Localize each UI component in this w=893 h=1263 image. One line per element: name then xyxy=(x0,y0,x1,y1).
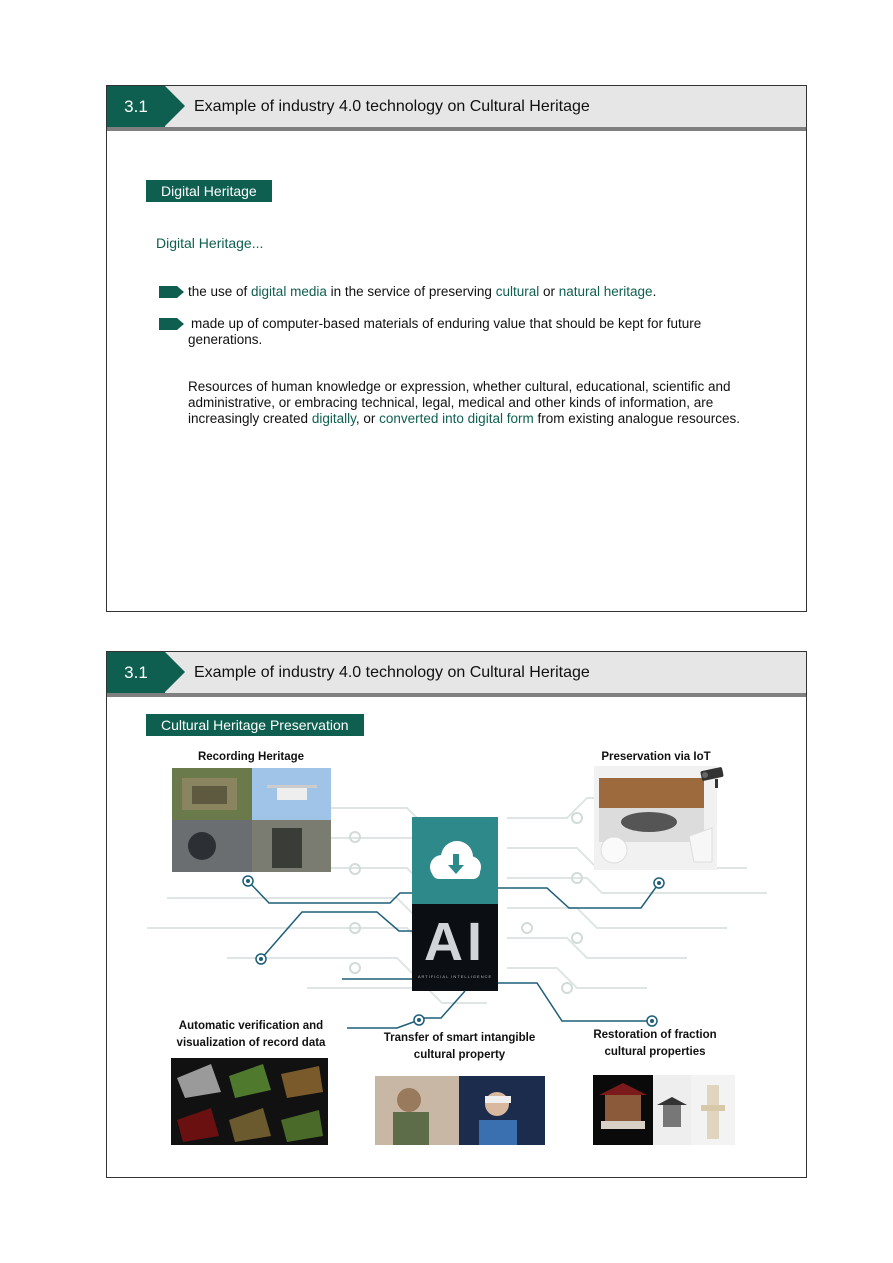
slide-title: Example of industry 4.0 technology on Cultural Heritage xyxy=(194,98,590,115)
caption-restoration-2: cultural properties xyxy=(604,1046,706,1058)
caption-transfer-2: cultural property xyxy=(413,1049,506,1061)
record-data-visualization xyxy=(171,1058,328,1145)
slide-title: Example of industry 4.0 technology on Cultural Heritage xyxy=(194,664,590,681)
para-line1: Resources of human knowledge or expression, whether cultural, educational, scientific and xyxy=(188,379,731,394)
bullet-2-line1: made up of computer-based materials of enduring value that should be kept for future xyxy=(191,316,702,331)
ai-subtitle: ARTIFICIAL INTELLIGENCE xyxy=(417,974,493,979)
bullet-1: the use of digital media in the service of preserving cultural or natural heritage. xyxy=(188,284,657,299)
ai-letters: AI xyxy=(424,912,486,972)
para-line3: increasingly created digitally, or converted into digital form from existing analogue resources. xyxy=(188,411,741,426)
section-number: 3.1 xyxy=(107,86,165,127)
subtitle: Digital Heritage... xyxy=(156,235,264,251)
slide-digital-heritage xyxy=(106,85,807,612)
slide-header xyxy=(107,652,806,697)
restoration-photos xyxy=(593,1075,735,1145)
slide-header xyxy=(107,86,806,131)
caption-automatic-verification-2: visualization of record data xyxy=(176,1037,326,1049)
section-tag: Digital Heritage xyxy=(146,180,272,202)
para-line2: administrative, or embracing technical, legal, medical and other kinds of information, are xyxy=(188,395,714,410)
caption-restoration-1: Restoration of fraction xyxy=(593,1029,717,1041)
section-number: 3.1 xyxy=(107,652,165,693)
caption-automatic-verification-1: Automatic verification and xyxy=(178,1020,324,1032)
slide-cultural-heritage-preservation xyxy=(106,651,807,1178)
bullet-2-line2: generations. xyxy=(188,332,263,347)
header-arrow xyxy=(165,86,185,126)
caption-preservation-iot: Preservation via IoT xyxy=(601,751,711,763)
caption-recording-heritage: Recording Heritage xyxy=(197,751,305,763)
header-arrow xyxy=(165,652,185,692)
section-tag: Cultural Heritage Preservation xyxy=(146,714,364,736)
intangible-property-photos xyxy=(375,1076,545,1145)
caption-transfer-1: Transfer of smart intangible xyxy=(383,1032,536,1044)
